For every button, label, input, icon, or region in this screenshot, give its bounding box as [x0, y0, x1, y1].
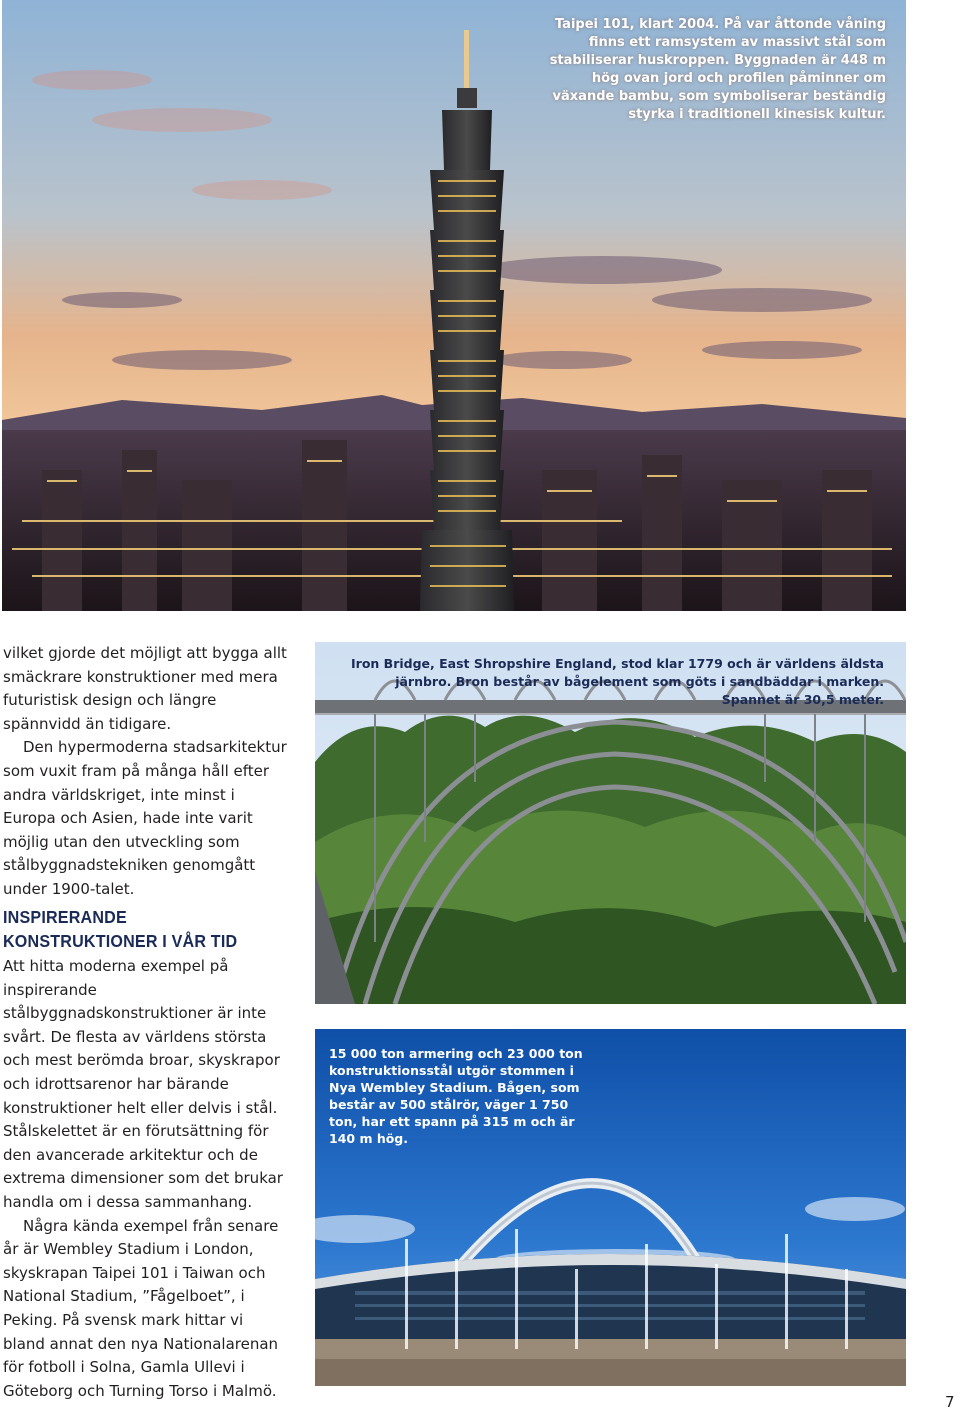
- section-heading: INSPIRERANDE KONSTRUKTIONER I VÅR TID: [3, 907, 238, 951]
- iron-bridge-photo: [315, 642, 906, 1004]
- taipei-101-photo: [2, 0, 906, 611]
- paragraph-examples: Några kända exempel från senare år är Wembley Stadium i London, skyskrapan Taipei 101 i Taiwan och National Stadium, ”Fågelboet”, i Peking. På svensk mark hittar vi bland annat den nya Nationalarenan för fotboll i Solna, Gamla Ullevi i Göteborg och Turning Torso i Malmö.: [3, 1216, 279, 1400]
- wembley-stadium-photo: [315, 1029, 906, 1386]
- page-number: 7: [945, 1393, 955, 1411]
- paragraph-stadsarkitektur: Den hypermoderna stadsarkitektur som vuxit fram på många håll efter andra världskriget, inte minst i Europa och Asien, hade inte varit möjlig utan den utveckling som stålbyggnadstekniken genomgått under 1900-talet.: [3, 738, 287, 898]
- iron-bridge-caption: Iron Bridge, East Shropshire England, stod klar 1779 och är världens äldsta järnbro. Bron består av bågelement som göts i sandbäddar i marken. Spannet är 30,5 meter.: [351, 656, 884, 707]
- wembley-caption: 15 000 ton armering och 23 000 ton konstruktionsstål utgör stommen i Nya Wembley Stadium. Bågen, som består av 500 stålrör, väger 1 750 ton, har ett spann på 315 m och är 140 m hög.: [329, 1046, 583, 1146]
- taipei-caption: Taipei 101, klart 2004. På var åttonde våning finns ett ramsystem av massivt stål som stabiliserar huskroppen. Byggnaden är 448 m hög ovan jord och profilen påminner om växande bambu, som symboliserar beständig styrka i traditionell kinesisk kultur.: [549, 17, 886, 122]
- body-paragraph-1: [3, 642, 288, 902]
- body-paragraph-2: [3, 955, 288, 1403]
- paragraph-examples-intro: Att hitta moderna exempel på inspirerande stålbyggnadskonstruktioner är inte svårt. De flesta av världens största och mest berömda broar, skyskrapor och idrottsarenor har bärande konstruktioner helt eller delvis i stål. Stålskelettet är en förutsättning för den avancerade arkitektur och de extrema dimensioner som det brukar handla om i dessa sammanhang.: [3, 957, 283, 1211]
- paragraph-continuation: vilket gjorde det möjligt att bygga allt smäckrare konstruktioner med mera futuristisk design och längre spännvidd än tidigare.: [3, 644, 287, 733]
